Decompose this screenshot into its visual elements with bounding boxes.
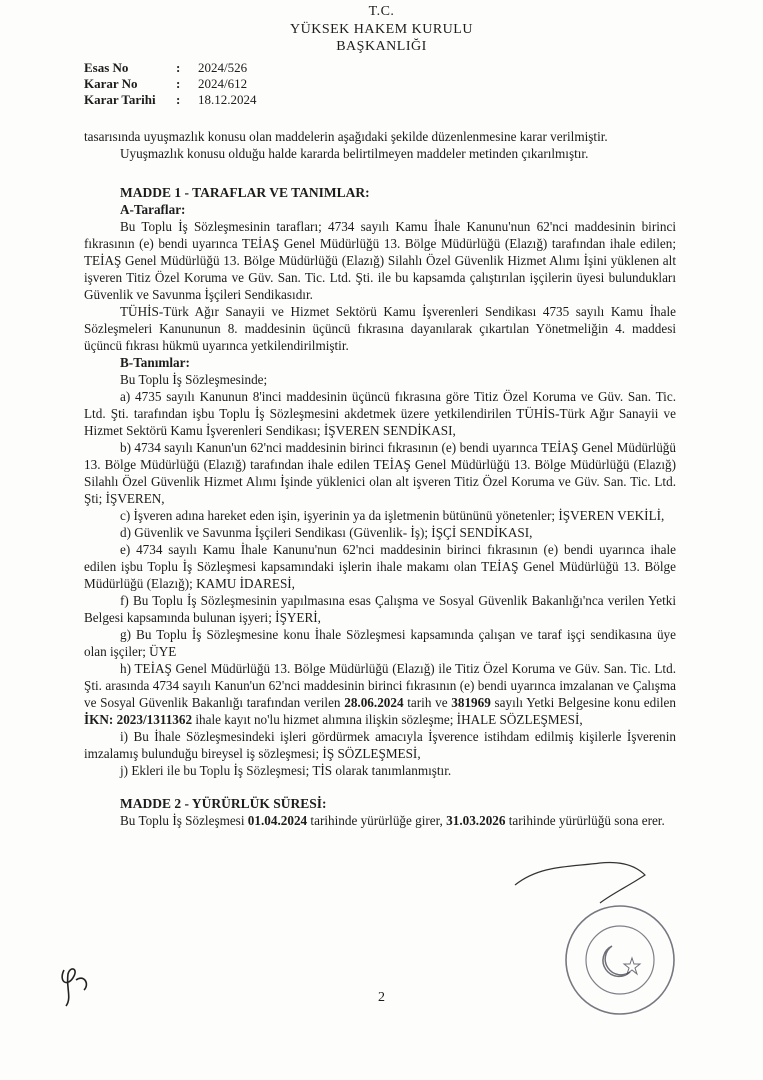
tanim-h <box>84 660 676 728</box>
tanim-g: g) Bu Toplu İş Sözleşmesine konu İhale Sözleşmesi kapsamında çalışan ve taraf işçi sendikasına üye olan işçiler; ÜYE <box>84 627 676 659</box>
meta-colon: : <box>176 92 181 107</box>
meta-key: Karar Tarihi <box>84 92 156 107</box>
tanim-h-part-3: sayılı Yetki Belgesine konu edilen <box>490 695 676 710</box>
meta-key: Esas No <box>84 60 129 75</box>
taraflar-paragraph-1: Bu Toplu İş Sözleşmesinin tarafları; 4734 sayılı Kamu İhale Kanunu'nun 62'nci maddesinin birinci fıkrasının (e) bendi uyarınca TEİAŞ Genel Müdürlüğü 13. Bölge Müdürlüğü (Elazığ) tarafından ihale edilen; TEİAŞ Genel Müdürlüğü 13. Bölge Müdürlüğü (Elazığ) Silahlı Özel Güvenlik Hizmet Alımı İşini yüklenen alt işveren Titiz Özel Koruma ve Güv. San. Tic. Ltd. Şti. ile bu kapsamda çalıştırılan işçilerin üyesi bulundukları Güvenlik ve Savunma İşçileri Sendikasıdır. <box>84 219 676 302</box>
meta-colon: : <box>176 76 181 91</box>
madde2-part-3: tarihinde yürürlüğü sona erer. <box>505 813 665 828</box>
meta-row-karar <box>84 76 257 92</box>
meta-value: 2024/612 <box>198 76 248 91</box>
tanimlar-title: B-Tanımlar: <box>120 355 190 370</box>
header-tc: T.C. <box>368 4 395 19</box>
taraflar-paragraph-2: TÜHİS-Türk Ağır Sanayii ve Hizmet Sektörü Kamu İşverenleri Sendikası 4735 sayılı Kamu İhale Sözleşmeleri Kanununun 8. maddesinin üçüncü fıkrasına dayanılarak çıkartılan Yönetmeliğin 4. maddesi üçüncü fıkrası hükmü uyarınca yetkilendirilmiştir. <box>84 304 676 353</box>
yetki-number: 381969 <box>451 695 491 710</box>
tanim-h-part-2: tarih ve <box>403 695 452 710</box>
tanim-b: b) 4734 sayılı Kanun'un 62'nci maddesinin birinci fıkrasının (e) bendi uyarınca TEİAŞ Genel Müdürlüğü 13. Bölge Müdürlüğü (Elazığ) tarafından ihale edilen TEİAŞ Genel Müdürlüğü 13. Bölge Müdürlüğü (Elazığ) Silahlı Özel Güvenlik Hizmet Alımı İşinde yüklenici olan alt işveren Titiz Özel Koruma ve Güv. San. Tic. Ltd. Şti; İŞVEREN, <box>84 440 676 506</box>
madde2-part-1: Bu Toplu İş Sözleşmesi <box>120 813 248 828</box>
ikn-number: İKN: 2023/1311362 <box>84 712 193 727</box>
handwritten-initial-icon <box>54 960 114 1010</box>
document-body <box>84 128 676 829</box>
meta-row-esas <box>84 60 257 76</box>
header-presidency: BAŞKANLIĞI <box>336 39 427 54</box>
tanimlar-intro: Bu Toplu İş Sözleşmesinde; <box>120 372 268 387</box>
intro-paragraph-1: tasarısında uyuşmazlık konusu olan maddelerin aşağıdaki şekilde düzenlenmesine karar verilmiştir. <box>84 129 608 144</box>
tanim-i: i) Bu İhale Sözleşmesindeki işleri gördürmek amacıyla İşverence istihdam edilmiş kişilerle İşverenin imzalamış bulunduğu bireysel iş sözleşmesi; İŞ SÖZLEŞMESİ, <box>84 729 676 761</box>
tanim-f: f) Bu Toplu İş Sözleşmesinin yapılmasına esas Çalışma ve Sosyal Güvenlik Bakanlığı'nca verilen Yetki Belgesi kapsamında bulunan işyeri; İŞYERİ, <box>84 593 676 625</box>
meta-value: 18.12.2024 <box>198 92 257 107</box>
tanim-e: e) 4734 sayılı Kamu İhale Kanunu'nun 62'nci maddesinin birinci fıkrasının (e) bendi uyarınca ihale edilen işbu Toplu İş Sözleşmesi kapsamındaki işlerin ihale makamı olan TEİAŞ Genel Müdürlüğü 13. Bölge Müdürlüğü (Elazığ); KAMU İDARESİ, <box>84 542 676 591</box>
yetki-date: 28.06.2024 <box>344 695 404 710</box>
tanim-j: j) Ekleri ile bu Toplu İş Sözleşmesi; TİS olarak tanımlanmıştır. <box>120 763 452 778</box>
tanim-h-part-1: h) TEİAŞ Genel Müdürlüğü 13. Bölge Müdürlüğü (Elazığ) ile Titiz Özel Koruma ve Güv. San. Tic. Ltd. Şti. arasında 4734 sayılı Kanun'un 62'nci maddesinin birinci fıkrasının (e) bendi uyarınca imzalanan ve Çalışma ve Sosyal Güvenlik Bakanlığı tarafından verilen <box>84 661 676 710</box>
intro-paragraph-2: Uyuşmazlık konusu olduğu halde kararda belirtilmeyen maddeler metinden çıkarılmıştır. <box>120 146 589 161</box>
taraflar-title: A-Taraflar: <box>120 202 186 217</box>
tanim-a: a) 4735 sayılı Kanunun 8'inci maddesinin üçüncü fıkrasına göre Titiz Özel Koruma ve Güv. San. Tic. Ltd. Şti. tarafından işbu Toplu İş Sözleşmesini akdetmek üzere yetkilendirilen TÜHİS-Türk Ağır Sanayii ve Hizmet Sektörü Kamu İşverenleri Sendikası; İŞVEREN SENDİKASI, <box>84 389 676 438</box>
madde2-paragraph <box>84 812 676 829</box>
meta-row-tarih <box>84 92 257 108</box>
official-stamp-icon <box>560 900 680 1020</box>
start-date: 01.04.2024 <box>247 813 308 828</box>
madde2-part-2: tarihinde yürürlüğe girer, <box>307 813 447 828</box>
madde1-title: MADDE 1 - TARAFLAR VE TANIMLAR: <box>120 185 370 200</box>
tanim-c: c) İşveren adına hareket eden işin, işyerinin ya da işletmenin bütününü yönetenler; İŞVEREN VEKİLİ, <box>120 508 665 523</box>
end-date: 31.03.2026 <box>446 813 506 828</box>
page-number: 2 <box>378 990 385 1005</box>
meta-key: Karar No <box>84 76 138 91</box>
meta-colon: : <box>176 60 181 75</box>
tanim-h-part-4: ihale kayıt no'lu hizmet alımına ilişkin sözleşme; İHALE SÖZLEŞMESİ, <box>192 712 583 727</box>
tanim-d: d) Güvenlik ve Savunma İşçileri Sendikası (Güvenlik- İş); İŞÇİ SENDİKASI, <box>120 525 533 540</box>
signature-flourish-icon <box>510 855 650 905</box>
header-institution: YÜKSEK HAKEM KURULU <box>290 22 473 37</box>
madde2-title: MADDE 2 - YÜRÜRLÜK SÜRESİ: <box>120 796 327 811</box>
case-meta <box>84 60 257 108</box>
meta-value: 2024/526 <box>198 60 248 75</box>
